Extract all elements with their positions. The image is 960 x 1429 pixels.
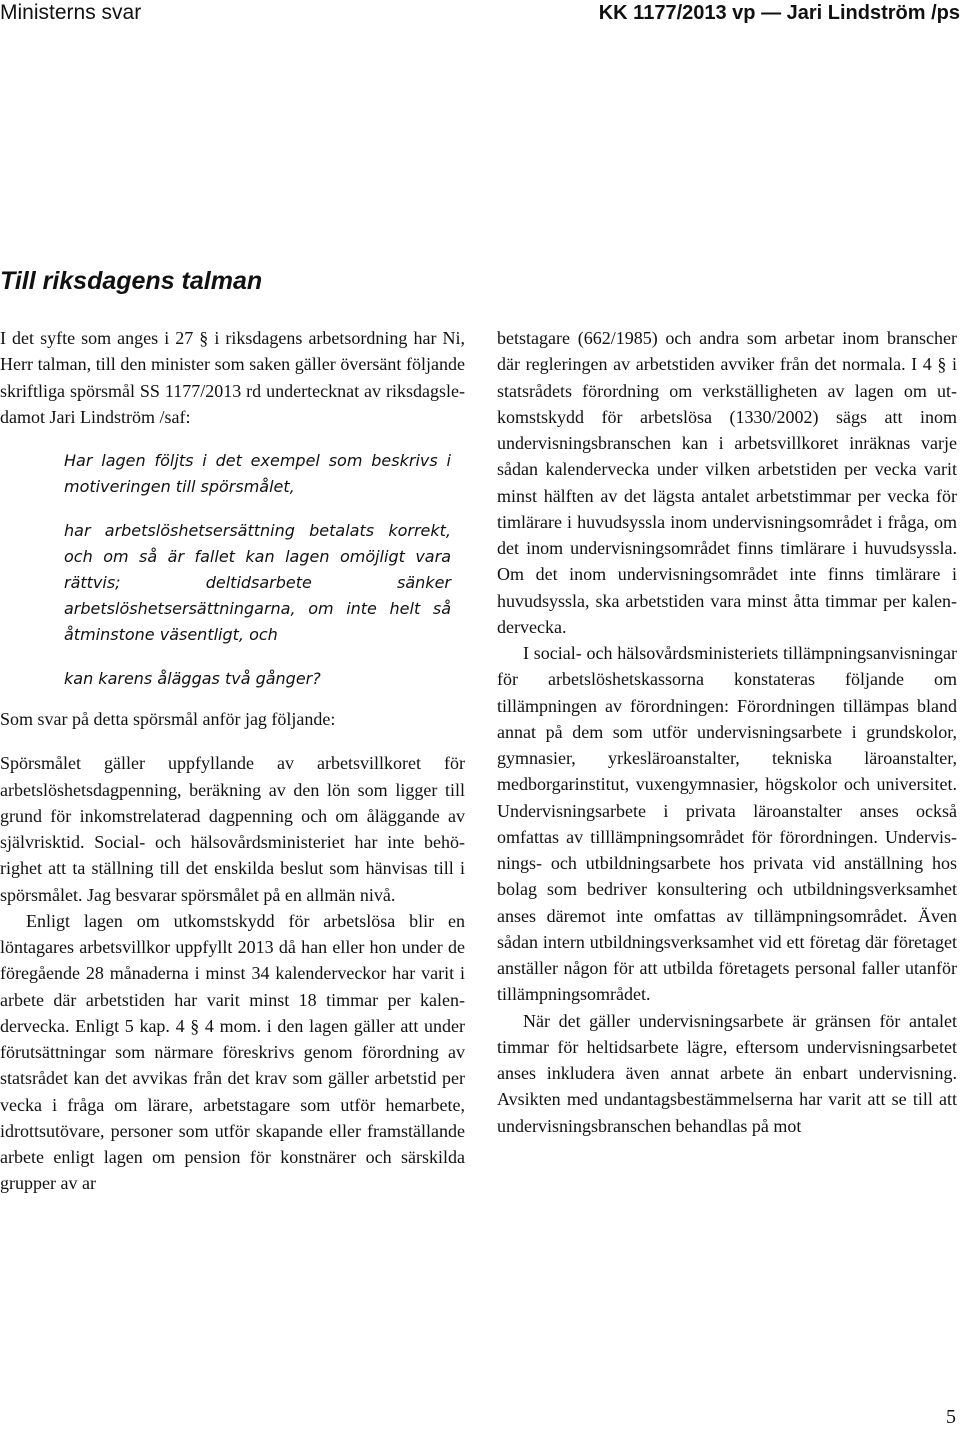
right-paragraph-1: betstagare (662/1985) och andra som arbetar inom branscher där regleringen av arbetstiden avviker från det normala. I 4 § i statsrådets förordning om verkställigheten av lagen om utkomstskydd för arbetslösa (1330/2002) sägs att inom undervisningsbranschen kan i arbetsvillkoret inräknas varje sådan kalendervecka under vilken arbetstiden per vecka varit minst hälften av det lägsta antalet arbetstimmar per vecka för timlärare i huvudsyssla inom undervisningsområdet i fråga, om det inom undervisningsområdet finns timlärare i huvudsyssla. Om det inom undervisningsområdet inte finns timlärare i huvudsyssla, ska arbetstiden vara minst åtta timmar per kalendervecka. [497,328,957,637]
right-paragraph-3: När det gäller undervisningsarbete är gränsen för antalet timmar för heltidsarbete lägre, eftersom undervisningsarbetet anses inkludera även annat arbete än enbart undervisning. Avsikten med undantagsbestämmelserna har varit att se till att undervisningsbranschen behandlas på mot [497,1010,957,1136]
question-2: har arbetslöshetsersättning betalats korrekt, och om så är fallet kan lagen omöjligt vara rättvis; deltidsarbete sänker arbetslöshetsersättningarna, om inte helt så åtminstone väsentligt, och [64,521,451,644]
running-header-right: KK 1177/2013 vp — Jari Lindström /ps [598,2,960,24]
page-number: 5 [946,1406,956,1428]
left-paragraph-2: Enligt lagen om utkomstskydd för arbetslösa blir en löntagares arbetsvillkor uppfyllt 2013 då han eller hon under de föregående 28 månaderna i minst 34 kalenderveckor har varit i arbete där arbetstiden har varit minst 18 timmar per kalendervecka. Enligt 5 kap. 4 § 4 mom. i den lagen gäller att under förutsättningar som närmare föreskrivs genom förordning av statsrådet kan det avvikas från det krav som gäller arbetstid per vecka i fråga om lärare, arbetstagare som utför hemarbete, idrottsutövare, personer som utför skapande eller framställande arbete enligt lagen om pension för konstnärer och särskilda grupper av ar [0,910,465,1194]
left-paragraph-1: Spörsmålet gäller uppfyllande av arbetsvillkoret för arbetslöshetsdagpenning, beräkning av den lön som ligger till grund för inkomstrelaterad dagpenning och om åläggande av självrisktid. Social- och hälsovårdsministeriet har inte behörighet att ta ställning till det enskilda beslut som hänvisas till i spörsmålet. Jag besvarar spörsmålet på en allmän nivå. [0,753,465,905]
right-column [497,325,957,1393]
document-title: Till riksdagens talman [0,267,263,295]
question-1: Har lagen följts i det exempel som beskrivs i motiveringen till spörsmålet, [64,451,451,496]
left-column [0,325,465,1393]
answer-intro: Som svar på detta spörsmål anför jag följande: [0,709,336,729]
running-header-left: Ministerns svar [0,1,142,24]
question-3: kan karens åläggas två gånger? [64,669,321,688]
right-paragraph-2: I social- och hälsovårdsministeriets tillämpningsanvisningar för arbetslöshetskassorna konstateras följande om tillämpningen av förordningen: Förordningen tillämpas bland annat på dem som utför undervisningsarbete i grundskolor, gymnasier, yrkesläroanstalter, tekniska läroanstalter, medborgarinstitut, vuxengymnasier, högskolor och universitet. Undervisningsarbete i privata läroanstalter anses också omfattas av tilllämpningsområdet för förordningen. Undervisnings- och utbildningsarbete hos privata vid anställning hos bolag som bedriver konsultering och utbildningsverksamhet anses däremot inte omfattas av tillämpningsområdet. Även sådan intern utbildningsverksamhet vid ett företag där företaget anställer någon för att utbilda företagets personal faller utanför tillämpningsområdet. [497,643,957,1005]
intro-paragraph: I det syfte som anges i 27 § i riksdagens arbetsordning har Ni, Herr talman, till den minister som saken gäller översänt följande skriftliga spörsmål SS 1177/2013 rd undertecknat av riksdagsledamot Jari Lindström /saf: [0,328,465,427]
